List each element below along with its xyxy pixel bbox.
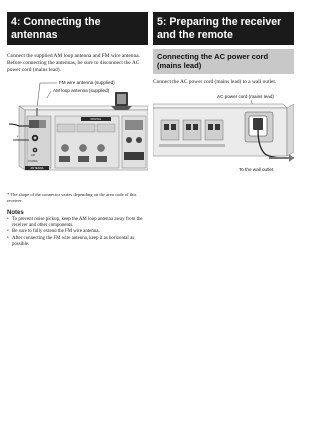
note-item: • To prevent noise pickup, keep the AM loop antenna away from the receiver and other components. xyxy=(7,217,148,230)
fm-antenna-callout: FM wire antenna (supplied) xyxy=(59,79,115,85)
coaxial-label: COAXIAL xyxy=(28,160,38,163)
svg-text:*: * xyxy=(17,134,19,139)
section-4 xyxy=(7,12,148,248)
antenna-illustration xyxy=(7,80,148,188)
note-item: • After connecting the FM wire antenna, keep it as horizontal as possible. xyxy=(7,236,148,249)
notes-heading: Notes xyxy=(7,209,24,216)
antenna-label: ANTENNA xyxy=(30,165,44,170)
receiver-power-drawing xyxy=(153,94,294,174)
notes-list xyxy=(7,217,148,248)
section-title: 5: Preparing the receiver and the remote xyxy=(153,12,294,45)
wall-outlet-callout: To the wall outlet xyxy=(239,167,274,173)
intro-paragraph: Connect the supplied AM loop antenna and FM wire antenna. xyxy=(7,53,140,59)
warning-paragraph: Before connecting the antennas, be sure to disconnect the AC power cord (mains lead). xyxy=(7,60,140,74)
power-cord-illustration xyxy=(153,94,294,174)
note-item: • Be sure to fully extend the FM wire antenna. xyxy=(7,229,148,235)
power-paragraph: Connect the AC power cord (mains lead) to a wall outlet. xyxy=(153,79,277,85)
section-title: 4: Connecting the antennas xyxy=(7,12,148,45)
subsection-title: Connecting the AC power cord (mains lead) xyxy=(153,49,294,74)
receiver-rear-panel-drawing xyxy=(7,80,148,188)
am-label: AM xyxy=(31,153,35,157)
section-5 xyxy=(153,12,294,174)
am-antenna-callout: AM loop antenna (supplied) xyxy=(53,87,110,93)
digital-label: DIGITAL xyxy=(90,116,102,121)
connector-footnote: * The shape of the connector varies depending on the area code of this receiver. xyxy=(7,191,137,203)
ac-cord-callout: AC power cord (mains lead) xyxy=(217,94,274,100)
